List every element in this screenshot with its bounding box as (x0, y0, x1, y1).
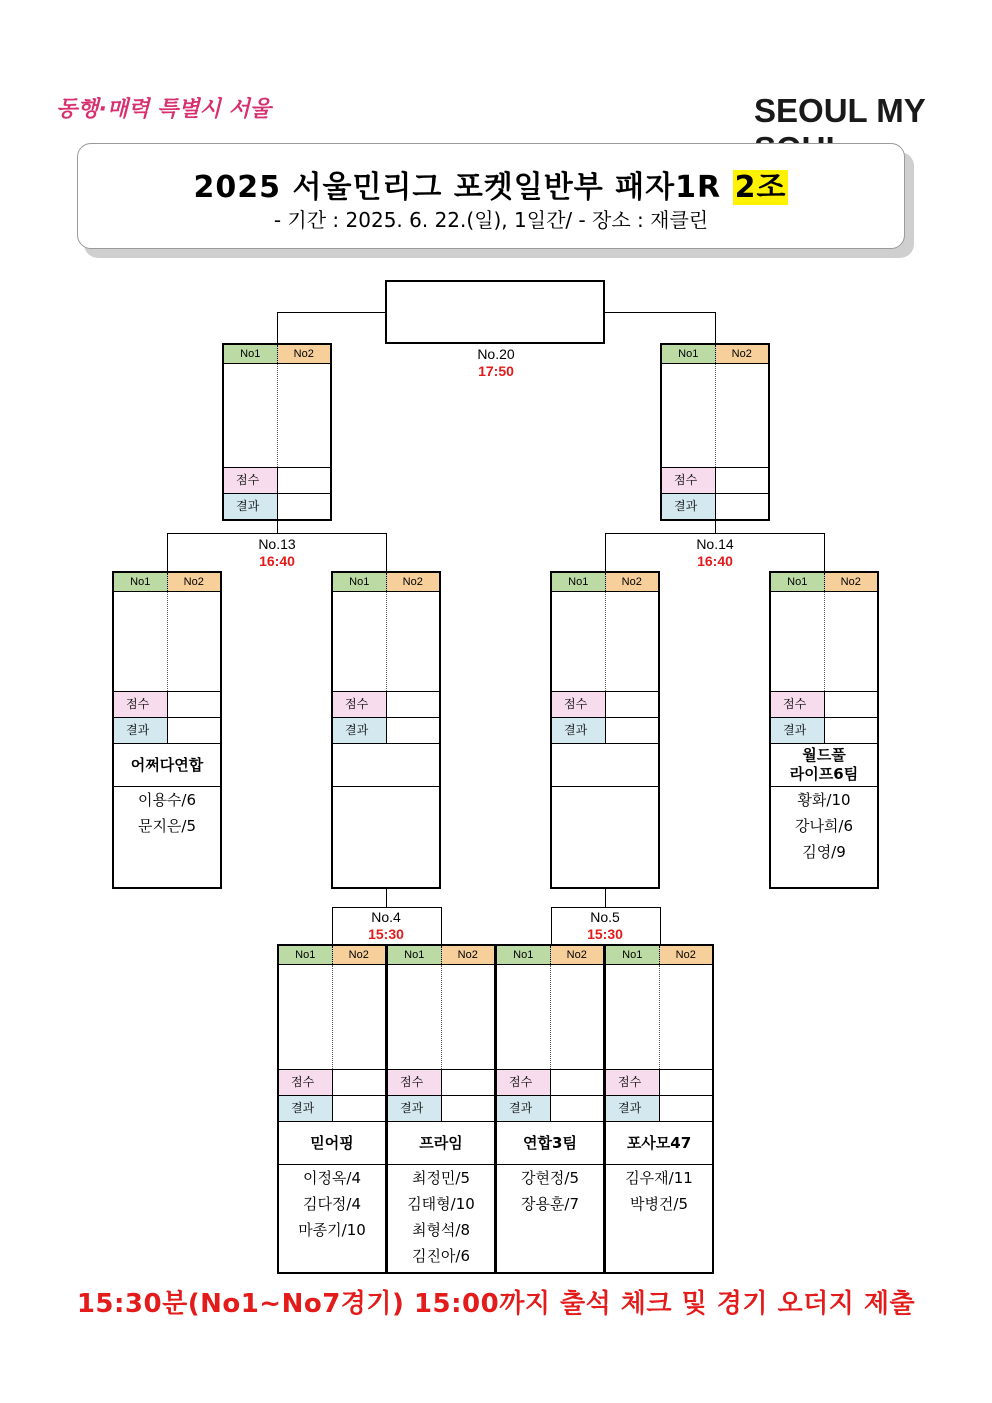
match-number: No.4 (371, 909, 401, 925)
no1-header: No1 (552, 573, 606, 591)
result-value[interactable] (333, 1096, 385, 1121)
score-label: 점수 (388, 1070, 442, 1095)
bracket-line (824, 533, 825, 571)
match-label-5 (545, 909, 665, 943)
match-number: No.13 (258, 536, 296, 552)
team-name: 프라임 (388, 1122, 494, 1165)
score-value[interactable] (333, 1070, 385, 1095)
bracket-line (605, 533, 824, 534)
bracket-line (277, 312, 386, 313)
score-value[interactable] (442, 1070, 494, 1095)
no2-header: No2 (442, 946, 495, 964)
member: 박병건/5 (629, 1195, 689, 1213)
attendance-notice: 15:30분(No1~No7경기) 15:00까지 출석 체크 및 경기 오더지 제출 (76, 1289, 916, 1319)
no2-header: No2 (387, 573, 440, 591)
match-time: 16:40 (259, 553, 295, 569)
team-card-2 (331, 571, 441, 889)
score-label: 점수 (497, 1070, 551, 1095)
member: 김진아/6 (411, 1247, 471, 1265)
match-label-4 (326, 909, 446, 943)
page-subtitle: - 기간 : 2025. 6. 22.(일), 1일간/ - 장소 : 재클린 (273, 208, 709, 232)
team-name: 월드풀 라이프6팀 (771, 744, 877, 787)
result-label: 결과 (662, 494, 716, 519)
result-label: 결과 (552, 718, 606, 743)
team-name: 포사모47 (606, 1122, 712, 1165)
no1-header: No1 (279, 946, 333, 964)
bracket-line (605, 533, 606, 571)
no2-header: No2 (168, 573, 221, 591)
score-label: 점수 (333, 692, 387, 717)
team-members (279, 1165, 385, 1243)
match-number: No.14 (696, 536, 734, 552)
member: 마종기/10 (298, 1221, 366, 1239)
result-value[interactable] (716, 494, 768, 519)
bracket-line (167, 533, 168, 571)
final-winner-box (385, 280, 605, 344)
no2-header: No2 (278, 345, 331, 363)
score-value[interactable] (551, 1070, 603, 1095)
result-value[interactable] (606, 718, 658, 743)
no2-header: No2 (660, 946, 713, 964)
score-label: 점수 (662, 468, 716, 493)
result-label: 결과 (606, 1096, 660, 1121)
team-card-4 (769, 571, 879, 889)
no2-header: No2 (716, 345, 769, 363)
no2-header: No2 (333, 946, 386, 964)
match-time: 17:50 (478, 363, 514, 379)
team-card-7 (495, 944, 605, 1274)
team-members (388, 1165, 494, 1269)
no1-header: No1 (771, 573, 825, 591)
score-value[interactable] (278, 468, 330, 493)
no1-header: No1 (606, 946, 660, 964)
member: 최형석/8 (411, 1221, 471, 1239)
team-card-8 (604, 944, 714, 1274)
team-name: 믿어핑 (279, 1122, 385, 1165)
page-title (77, 162, 905, 206)
member: 김영/9 (802, 843, 846, 861)
result-value[interactable] (442, 1096, 494, 1121)
match-time: 15:30 (368, 926, 404, 942)
no1-header: No1 (662, 345, 716, 363)
match-time: 15:30 (587, 926, 623, 942)
score-value[interactable] (660, 1070, 712, 1095)
member: 김우재/11 (625, 1169, 693, 1187)
result-label: 결과 (333, 718, 387, 743)
no1-header: No1 (114, 573, 168, 591)
score-label: 점수 (606, 1070, 660, 1095)
score-label: 점수 (114, 692, 168, 717)
team-members (497, 1165, 603, 1217)
result-label: 결과 (279, 1096, 333, 1121)
member: 김다정/4 (302, 1195, 362, 1213)
result-label: 결과 (224, 494, 278, 519)
seoul-my-soul-logo: SEOUL MY (754, 92, 926, 129)
result-label: 결과 (771, 718, 825, 743)
team-members (771, 787, 877, 865)
match-time: 16:40 (697, 553, 733, 569)
member: 황화/10 (797, 791, 851, 809)
title-group: 2조 (734, 170, 787, 205)
result-label: 결과 (388, 1096, 442, 1121)
bracket-line (386, 533, 387, 571)
score-value[interactable] (825, 692, 877, 717)
match-number: No.5 (590, 909, 620, 925)
team-name (552, 744, 658, 787)
seoul-slogan-logo: 동행·매력 특별시 서울 (56, 97, 271, 122)
bracket-line (605, 888, 606, 907)
member: 장용훈/7 (520, 1195, 580, 1213)
result-value[interactable] (278, 494, 330, 519)
no1-header: No1 (333, 573, 387, 591)
no1-header: No1 (497, 946, 551, 964)
match-label-20 (436, 346, 556, 380)
team-members (606, 1165, 712, 1217)
score-value[interactable] (387, 692, 439, 717)
no1-header: No1 (224, 345, 278, 363)
score-card-sf-right (660, 343, 770, 521)
member: 이정옥/4 (302, 1169, 362, 1187)
score-value[interactable] (168, 692, 220, 717)
no2-header: No2 (606, 573, 659, 591)
score-card-sf-left (222, 343, 332, 521)
result-value[interactable] (660, 1096, 712, 1121)
bracket-line (715, 312, 716, 344)
bracket-line (167, 533, 386, 534)
title-text: 2025 서울민리그 포켓일반부 패자1R (193, 170, 722, 205)
team-card-6 (386, 944, 496, 1274)
score-label: 점수 (552, 692, 606, 717)
result-value[interactable] (825, 718, 877, 743)
bracket-line (551, 907, 660, 908)
member: 최정민/5 (411, 1169, 471, 1187)
result-value[interactable] (551, 1096, 603, 1121)
member: 이용수/6 (137, 791, 197, 809)
result-value[interactable] (168, 718, 220, 743)
no2-header: No2 (825, 573, 878, 591)
score-value[interactable] (716, 468, 768, 493)
member: 김태형/10 (407, 1195, 475, 1213)
team-name (333, 744, 439, 787)
member: 강나희/6 (794, 817, 854, 835)
result-label: 결과 (497, 1096, 551, 1121)
team-card-3 (550, 571, 660, 889)
member: 문지은/5 (137, 817, 197, 835)
team-name: 어쩌다연합 (114, 744, 220, 787)
result-value[interactable] (387, 718, 439, 743)
score-label: 점수 (224, 468, 278, 493)
match-label-14 (655, 536, 775, 570)
match-label-13 (217, 536, 337, 570)
team-name: 연합3팀 (497, 1122, 603, 1165)
score-label: 점수 (771, 692, 825, 717)
score-label: 점수 (279, 1070, 333, 1095)
team-card-1 (112, 571, 222, 889)
member: 강현정/5 (520, 1169, 580, 1187)
no1-header: No1 (388, 946, 442, 964)
bracket-line (386, 888, 387, 907)
no2-header: No2 (551, 946, 604, 964)
bracket-line (277, 312, 278, 344)
score-value[interactable] (606, 692, 658, 717)
team-members (114, 787, 220, 839)
match-number: No.20 (477, 346, 515, 362)
bracket-line (332, 907, 441, 908)
bracket-line (605, 312, 715, 313)
team-card-5 (277, 944, 387, 1274)
result-label: 결과 (114, 718, 168, 743)
